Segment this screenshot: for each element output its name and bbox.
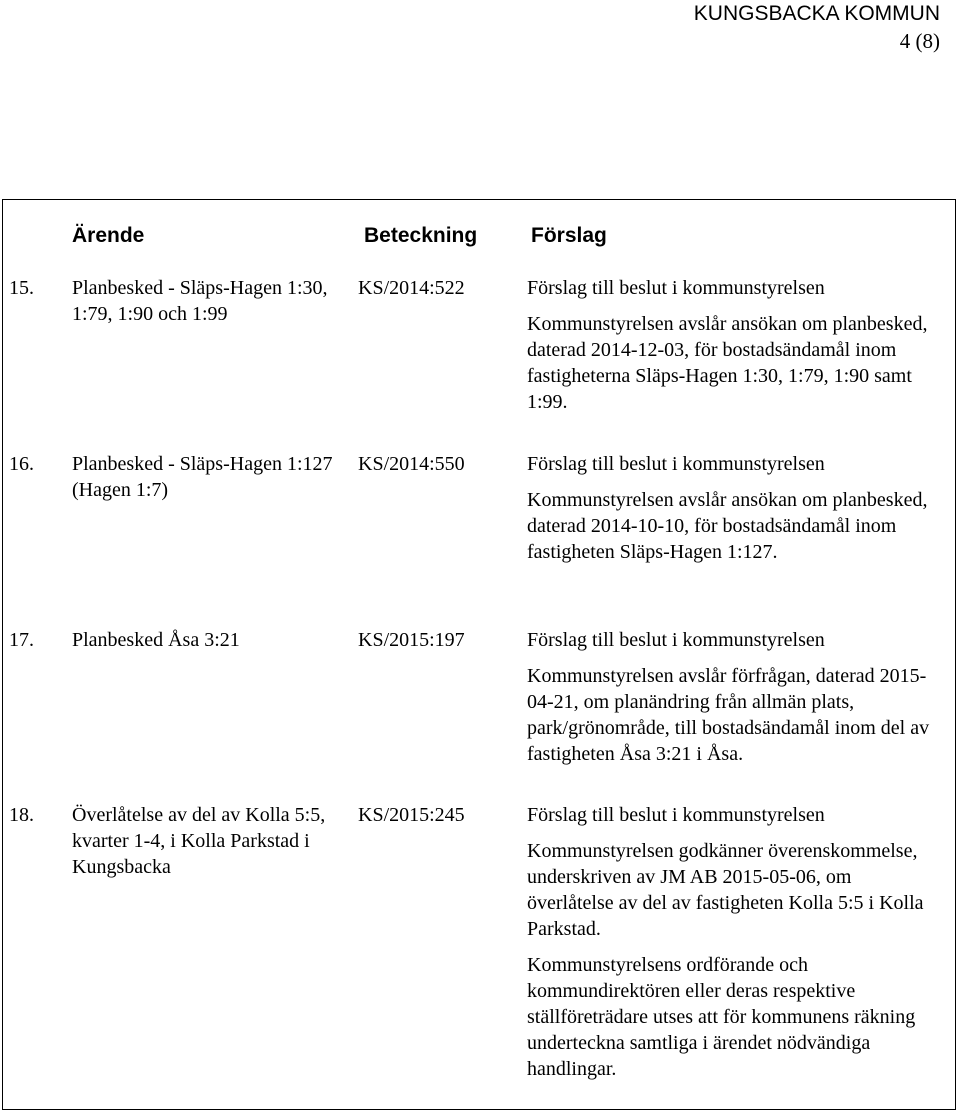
item-title: Överlåtelse av del av Kolla 5:5, kvarter 1-4, i Kolla Parkstad i Kungsbacka xyxy=(72,804,326,878)
column-header-arende: Ärende xyxy=(72,224,145,247)
column-header-forslag: Förslag xyxy=(531,224,607,247)
proposal-paragraph: Kommunstyrelsen godkänner överenskommelse, underskriven av JM AB 2015-05-06, om överlåtelse av del av fastigheten Kolla 5:5 i Kolla Parkstad. xyxy=(527,840,924,940)
item-proposal xyxy=(527,802,942,1082)
column-header-beteckning: Beteckning xyxy=(364,224,478,247)
organization-name: KUNGSBACKA KOMMUN xyxy=(693,2,940,25)
proposal-heading: Förslag till beslut i kommunstyrelsen xyxy=(527,804,825,826)
item-number: 16. xyxy=(9,453,34,475)
page-number: 4 (8) xyxy=(899,29,940,53)
item-proposal xyxy=(527,627,942,767)
proposal-heading: Förslag till beslut i kommunstyrelsen xyxy=(527,277,825,299)
proposal-heading: Förslag till beslut i kommunstyrelsen xyxy=(527,629,825,651)
page-header xyxy=(694,0,940,55)
proposal-paragraph: Kommunstyrelsen avslår ansökan om planbesked, daterad 2014-12-03, för bostadsändamål inom fastigheterna Släps-Hagen 1:30, 1:79, 1:90 samt 1:99. xyxy=(527,313,928,413)
proposal-paragraph: Kommunstyrelsens ordförande och kommundirektören eller deras respektive ställföreträdare utses att för kommunens räkning underteckna samtliga i ärendet nödvändiga handlingar. xyxy=(527,954,916,1080)
item-number: 17. xyxy=(9,629,34,651)
item-title: Planbesked - Släps-Hagen 1:127 (Hagen 1:7) xyxy=(72,453,333,501)
item-reference: KS/2014:550 xyxy=(358,453,465,475)
item-proposal xyxy=(527,275,942,415)
proposal-paragraph: Kommunstyrelsen avslår förfrågan, daterad 2015-04-21, om planändring från allmän plats, park/grönområde, till bostadsändamål inom del av fastigheten Åsa 3:21 i Åsa. xyxy=(527,665,930,765)
item-proposal xyxy=(527,451,942,565)
item-reference: KS/2015:197 xyxy=(358,629,465,651)
item-reference: KS/2014:522 xyxy=(358,277,465,299)
proposal-heading: Förslag till beslut i kommunstyrelsen xyxy=(527,453,825,475)
item-title: Planbesked Åsa 3:21 xyxy=(72,629,240,651)
item-reference: KS/2015:245 xyxy=(358,804,465,826)
proposal-paragraph: Kommunstyrelsen avslår ansökan om planbesked, daterad 2014-10-10, för bostadsändamål inom fastigheten Släps-Hagen 1:127. xyxy=(527,489,928,563)
item-title: Planbesked - Släps-Hagen 1:30, 1:79, 1:90 och 1:99 xyxy=(72,277,328,325)
item-number: 15. xyxy=(9,277,34,299)
item-number: 18. xyxy=(9,804,34,826)
